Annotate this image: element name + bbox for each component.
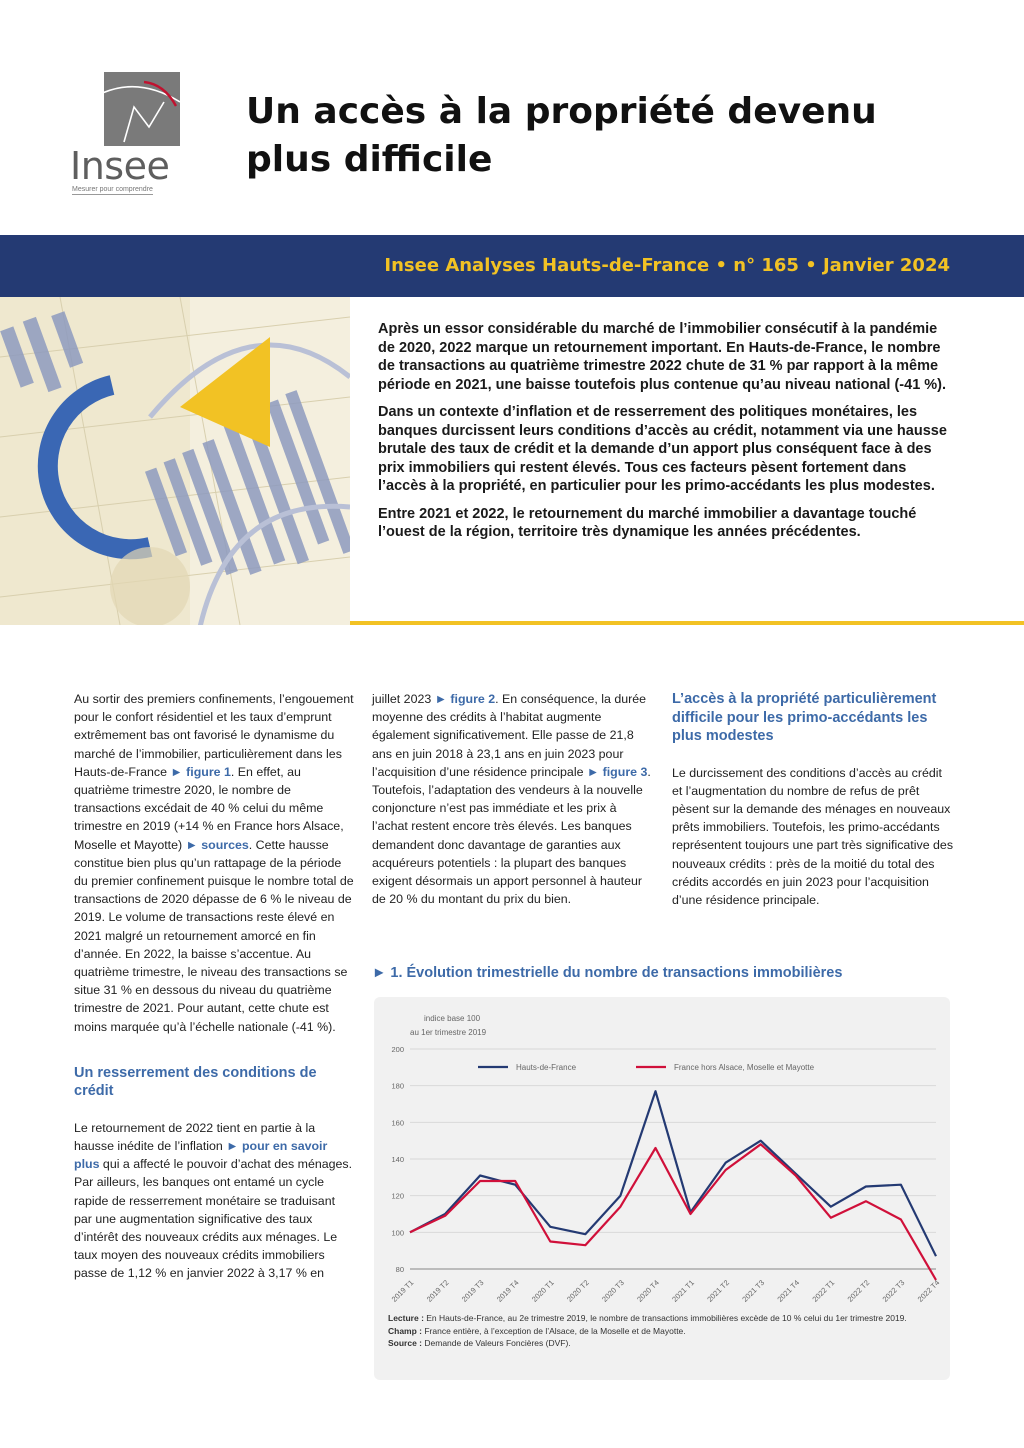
body-column-3 [672, 690, 954, 909]
x-tick-label: 2020 T3 [600, 1278, 626, 1304]
y-axis-label: indice base 100 [424, 1014, 481, 1023]
note-text: France entière, à l’exception de l’Alsace, de la Moselle et de Mayotte. [422, 1325, 686, 1336]
chart-collage-icon [0, 297, 350, 625]
x-tick-label: 2022 T1 [810, 1278, 837, 1304]
x-tick-label: 2021 T4 [775, 1278, 802, 1304]
body-text: Le retournement de 2022 tient en partie à la hausse inédite de l’inflation [74, 1120, 316, 1154]
intro-paragraph: Entre 2021 et 2022, le retournement du marché immobilier a davantage touché l’ouest de la région, territoire très dynamique les années précédentes. [378, 505, 917, 540]
y-tick-label: 80 [395, 1265, 404, 1274]
note-text: En Hauts-de-France, au 2e trimestre 2019, le nombre de transactions immobilières excède de 10 % celui du 1er trimestre 2019. [423, 1313, 907, 1323]
x-tick-label: 2021 T3 [740, 1278, 767, 1304]
x-tick-label: 2019 T4 [494, 1278, 521, 1304]
note-label: Lecture : [388, 1313, 424, 1323]
body-text: Au sortir des premiers confinements, l’engouement pour le confort résidentiel et les taux d’emprunt extrêmement bas ont favorisé le dynamisme du marché de l’immobilier, particulièrement dans les Hauts-de-France [74, 692, 354, 779]
section-heading: Un resserrement des conditions de crédit [74, 1064, 317, 1100]
x-tick-label: 2019 T3 [459, 1278, 486, 1304]
y-tick-label: 200 [391, 1045, 404, 1054]
x-tick-label: 2020 T1 [529, 1278, 556, 1304]
lecture-note [388, 1312, 940, 1325]
intro-divider [350, 621, 1024, 625]
y-axis-label: au 1er trimestre 2019 [410, 1028, 487, 1037]
body-paragraph [74, 690, 356, 1036]
x-tick-label: 2019 T2 [424, 1278, 451, 1304]
intro-paragraph: Après un essor considérable du marché de l’immobilier consécutif à la pandémie de 2020, 2022 marque un retournement important. En Hauts-de-France, le nombre de transactions au quatrième trimestre 2022 chute de 31 % par rapport à la même période en 2021, une baisse toutefois plus contenue qu’au niveau national (-41 %). [378, 321, 947, 393]
section-heading: L’accès à la propriété particulièrement difficile pour les primo-accédants les plus modestes [672, 691, 937, 744]
legend-label: Hauts-de-France [516, 1063, 577, 1072]
body-text: qui a affecté le pouvoir d’achat des ménages. Par ailleurs, les banques ont entamé un cycle rapide de resserrement monétaire se traduisant par une augmentation significative des taux d’intérêt des nouveaux crédits aux ménages. Le taux moyen des nouveaux crédits immobiliers passe de 1,12 % en janvier 2022 à 3,17 % en [74, 1157, 353, 1281]
body-column-2 [372, 690, 654, 908]
intro-summary [378, 320, 958, 551]
y-tick-label: 160 [391, 1118, 404, 1128]
insee-logo [70, 70, 185, 200]
legend-label: France hors Alsace, Moselle et Mayotte [674, 1063, 815, 1072]
figure-notes [388, 1312, 940, 1350]
cover-illustration [0, 297, 350, 625]
body-text: juillet 2023 [372, 692, 435, 706]
logo-wordmark: Insee [70, 144, 170, 188]
figure-1-link[interactable]: ► figure 1 [170, 764, 231, 779]
x-tick-label: 2020 T4 [635, 1278, 661, 1304]
x-tick-label: 2022 T2 [845, 1278, 872, 1304]
page-title: Un accès à la propriété devenu plus difficile [246, 91, 877, 180]
body-column-1 [74, 690, 356, 1283]
series-line-france [410, 1144, 936, 1280]
figure-2-link[interactable]: ► figure 2 [434, 692, 496, 706]
y-tick-label: 140 [391, 1155, 404, 1164]
x-tick-label: 2022 T4 [915, 1278, 942, 1304]
body-text: . Cette hausse constitue bien plus qu’un rattapage de la période du premier confinement puisque le nombre total de transactions de 2020 dépasse de 6 % le niveau de 2019. Le volume de transactions reste élevé en 2021 malgré un retournement amorcé en fin d’année. En 2022, la baisse s’accentue. Au quatrième trimestre, le niveau des transactions se situe 31 % en dessous du niveau du quatrième trimestre de 2021. Pour autant, cette chute est moins marquée qu’à l’échelle nationale (-41 %). [74, 837, 354, 1034]
logo-tagline: Mesurer pour comprendre [72, 186, 153, 193]
x-tick-label: 2019 T1 [389, 1278, 416, 1304]
logo-curve-icon [104, 72, 180, 146]
figure-title: ► 1. Évolution trimestrielle du nombre de transactions immobilières [372, 965, 843, 981]
body-text: . Toutefois, l’adaptation des vendeurs à la nouvelle conjoncture n’est pas immédiate et les prix à l’achat restent encore très élevés. Les banques demandent donc davantage de garanties aux acquéreurs potentiels : la plupart des banques exigent désormais un apport personnel à hauteur de 20 % du montant du prix du bien. [372, 764, 651, 907]
transactions-line-chart [374, 997, 950, 1307]
learn-more-link[interactable]: ► pour en savoir plus [74, 1139, 328, 1172]
y-tick-label: 100 [391, 1228, 404, 1238]
series-line-hauts-de-france [410, 1091, 936, 1256]
y-tick-label: 120 [391, 1191, 404, 1201]
body-text: . En conséquence, la durée moyenne des crédits à l’habitat augmente également significativement. Elle passe de 21,8 ans en juin 2018 à 23,1 ans en juin 2023 pour l’acquisition d’une résidence principale [372, 692, 647, 779]
publication-band [0, 235, 1024, 297]
x-tick-label: 2021 T1 [670, 1278, 696, 1304]
publication-reference: Insee Analyses Hauts-de-France • n° 165 • Janvier 2024 [384, 255, 950, 276]
figure-3-link[interactable]: ► figure 3 [586, 764, 648, 779]
body-paragraph: Le durcissement des conditions d’accès au crédit et l’augmentation du nombre de refus de prêt pèsent sur la demande des ménages en nouveaux prêts immobiliers. Toutefois, les primo-accédants représentent toujours une part très significative des nouveaux crédits : près de la moitié du total des crédits accordés en juin 2023 pour l’acquisition d’une résidence principale. [672, 765, 954, 907]
body-text: . En effet, au quatrième trimestre 2020, le nombre de transactions excédait de 40 % celui du même trimestre en 2019 (+14 % en France hors Alsace, Moselle et Mayotte) [74, 764, 344, 852]
source-note [388, 1337, 940, 1350]
x-tick-label: 2022 T3 [880, 1278, 907, 1304]
note-label: Champ : [388, 1325, 422, 1336]
sources-link[interactable]: ► sources [185, 837, 249, 852]
y-tick-label: 180 [391, 1081, 404, 1091]
figure-panel [374, 997, 950, 1380]
x-tick-label: 2021 T2 [705, 1278, 732, 1304]
body-paragraph [372, 690, 654, 908]
x-tick-label: 2020 T2 [565, 1278, 591, 1304]
note-label: Source : [388, 1338, 423, 1348]
champ-note [388, 1325, 940, 1338]
note-text: Demande de Valeurs Foncières (DVF). [422, 1338, 571, 1348]
logo-emblem [104, 72, 180, 146]
body-paragraph [74, 1119, 356, 1283]
intro-paragraph: Dans un contexte d’inflation et de resserrement des politiques monétaires, les banques durcissent leurs conditions d’accès au crédit, notamment via une hausse brutale des taux de crédit et la demande d’un apport plus conséquent face à des prix immobiliers qui restent élevés. Tous ces facteurs pèsent fortement dans l’accès à la propriété, en particulier pour les primo-accédants les plus modestes. [378, 404, 947, 494]
